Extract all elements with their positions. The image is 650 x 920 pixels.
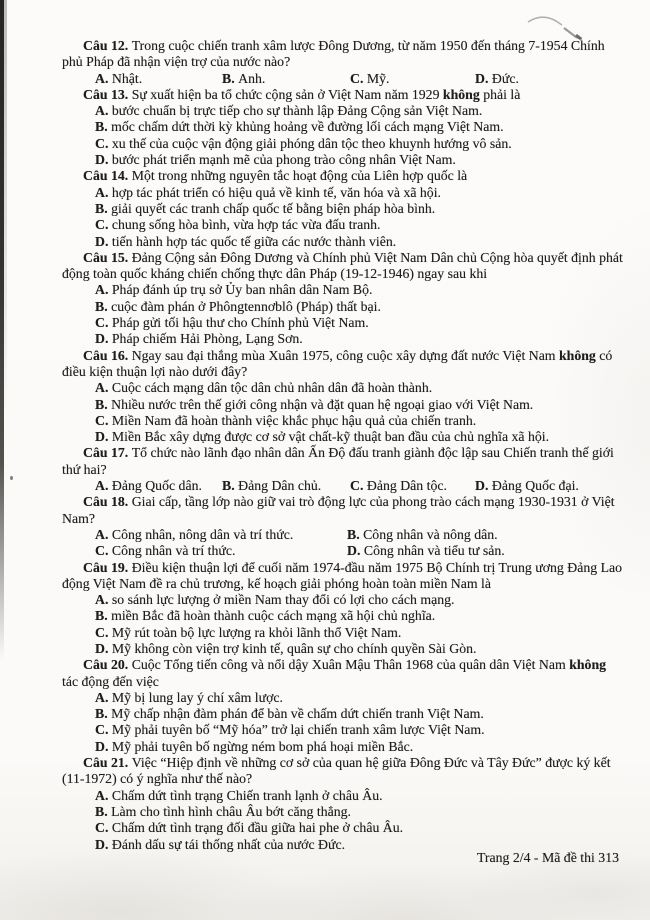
answer-option-b: B. Làm cho tình hình châu Âu bớt căng thẳng. [95, 803, 351, 819]
stem-emphasis: không [442, 86, 480, 102]
stem-text: Đảng Cộng sản Đông Dương và Chính phủ Việt Nam Dân chủ Cộng hòa quyết định phát động toàn quốc kháng chiến chống thực dân Pháp (19-12-1946) ngay sau khi [62, 249, 623, 282]
answer-option-d: D. Mỹ không còn viện trợ kinh tế, quân sự cho chính quyền Sài Gòn. [95, 640, 477, 656]
option-letter: D. [475, 478, 492, 494]
answer-option-d: D. Đức. [475, 70, 519, 86]
options-group [95, 185, 624, 250]
answer-option-b: B. Công nhân và nông dân. [347, 526, 498, 542]
option-letter: D. [95, 640, 112, 656]
question [62, 168, 624, 249]
option-letter: A. [95, 70, 112, 86]
stem-text: tác động đến việc [62, 673, 159, 689]
question-stem [62, 657, 624, 690]
question [62, 494, 624, 559]
answer-option-c: C. Pháp gửi tối hậu thư cho Chính phủ Việt Nam. [95, 315, 369, 331]
option-letter: B. [347, 526, 364, 542]
question-number: Câu 18. [83, 494, 132, 510]
question-number: Câu 21. [83, 755, 132, 771]
answer-option-b: B. cuộc đàm phán ở Phôngtennơblô (Pháp) thất bại. [95, 298, 381, 314]
question-stem [62, 755, 624, 788]
stem-emphasis: không [569, 657, 607, 673]
option-letter: C. [350, 478, 367, 494]
options-group [95, 527, 624, 560]
answer-option-b: B. Anh. [222, 70, 266, 86]
answer-option-d: D. Pháp chiếm Hải Phòng, Lạng Sơn. [95, 331, 303, 347]
option-letter: D. [347, 543, 364, 559]
option-letter: D. [95, 331, 112, 347]
option-letter: C. [95, 412, 112, 428]
question [62, 38, 624, 87]
question [62, 560, 624, 658]
stem-text: Giai cấp, tầng lớp nào giữ vai trò động lực của phong trào cách mạng 1930-1931 ở Việt Nam? [62, 494, 615, 526]
question-stem [62, 445, 624, 478]
answer-option-a: A. Đảng Quốc dân. [95, 478, 202, 494]
answer-option-a: A. Cuộc cách mạng dân tộc dân chủ nhân dân đã hoàn thành. [95, 380, 433, 396]
option-letter: C. [95, 543, 112, 559]
answer-option-c: C. Mỹ. [350, 70, 390, 86]
stem-text: phải là [479, 86, 521, 102]
options-group [95, 71, 624, 87]
option-letter: C. [95, 315, 112, 331]
option-letter: A. [95, 380, 112, 396]
option-letter: A. [95, 526, 112, 542]
answer-option-d: D. Công nhân và tiểu tư sản. [347, 543, 505, 559]
question [62, 445, 624, 494]
option-letter: C. [95, 722, 112, 738]
option-letter: A. [95, 689, 112, 705]
stem-text: Trong cuộc chiến tranh xâm lược Đông Dương, từ năm 1950 đến tháng 7-1954 Chính phủ Pháp đã nhận viện trợ của nước nào? [62, 38, 605, 70]
question-number: Câu 14. [83, 168, 132, 184]
question [62, 348, 624, 446]
option-letter: A. [95, 184, 112, 200]
page-footer: Trang 2/4 - Mã đề thi 313 [476, 850, 619, 865]
question-number: Câu 15. [83, 249, 132, 265]
option-letter: B. [95, 803, 112, 819]
options-group [95, 478, 624, 494]
option-letter: C. [95, 217, 112, 233]
option-letter: A. [95, 787, 112, 803]
answer-option-a: A. Công nhân, nông dân và trí thức. [95, 526, 294, 542]
options-group [95, 103, 624, 168]
stem-emphasis: không [559, 347, 596, 363]
question [62, 755, 624, 853]
option-letter: B. [222, 70, 239, 86]
question-stem [62, 494, 624, 527]
stem-text: Một trong những nguyên tắc hoạt động của Liên hợp quốc là [131, 168, 468, 184]
answer-option-c: C. Công nhân và trí thức. [95, 543, 236, 559]
option-letter: B. [95, 608, 112, 624]
answer-option-b: B. mốc chấm dứt thời kỳ khủng hoảng về đường lối cách mạng Việt Nam. [95, 119, 504, 135]
answer-option-c: C. Đảng Dân tộc. [350, 478, 447, 494]
options-group [95, 592, 624, 657]
question-number: Câu 20. [83, 657, 132, 673]
answer-option-d: D. Đánh dấu sự tái thống nhất của nước Đức. [95, 836, 346, 852]
answer-option-b: B. miền Bắc đã hoàn thành cuộc cách mạng xã hội chủ nghĩa. [95, 608, 436, 624]
answer-option-d: D. Mỹ phải tuyên bố ngừng ném bom phá hoại miền Bắc. [95, 738, 414, 754]
answer-option-b: B. Mỹ chấp nhận đàm phán để bàn về chấm dứt chiến tranh Việt Nam. [95, 706, 484, 722]
answer-option-c: C. Miền Nam đã hoàn thành việc khắc phục hậu quả của chiến tranh. [95, 412, 477, 428]
answer-option-a: A. Chấm dứt tình trạng Chiến tranh lạnh ở châu Âu. [95, 787, 383, 803]
option-letter: D. [95, 429, 112, 445]
answer-option-d: D. bước phát triển mạnh mẽ của phong trào công nhân Việt Nam. [95, 152, 456, 168]
question [62, 657, 624, 755]
answer-option-d: D. tiến hành hợp tác quốc tế giữa các nước thành viên. [95, 233, 397, 249]
option-letter: C. [95, 624, 112, 640]
option-letter: D. [95, 836, 112, 852]
option-letter: D. [95, 233, 112, 249]
stem-text: Ngay sau đại thắng mùa Xuân 1975, công cuộc xây dựng đất nước Việt Nam [131, 347, 559, 363]
option-letter: A. [95, 478, 112, 494]
answer-option-c: C. Mỹ rút toàn bộ lực lượng ra khỏi lãnh thổ Việt Nam. [95, 624, 402, 640]
answer-option-a: A. so sánh lực lượng ở miền Nam thay đổi có lợi cho cách mạng. [95, 592, 455, 608]
question-number: Câu 16. [83, 347, 132, 363]
option-letter: A. [95, 103, 112, 119]
options-group [95, 690, 624, 755]
question-stem [62, 348, 624, 381]
option-letter: B. [95, 119, 112, 135]
option-letter: B. [222, 478, 239, 494]
answer-option-a: A. Nhật. [95, 70, 143, 86]
stem-text: Điều kiện thuận lợi để cuối năm 1974-đầu năm 1975 Bộ Chính trị Trung ương Đảng Lao động Việt Nam đề ra chủ trương, kế hoạch giải phóng hoàn toàn miền Nam là [62, 559, 623, 591]
stem-text: Tổ chức nào lãnh đạo nhân dân Ấn Độ đấu tranh giành độc lập sau Chiến tranh thế giới thứ hai? [62, 445, 614, 477]
answer-option-d: D. Miền Bắc xây dựng được cơ sở vật chất-kỹ thuật ban đầu của chủ nghĩa xã hội. [95, 429, 550, 445]
answer-option-c: C. Mỹ phải tuyên bố “Mỹ hóa” trở lại chiến tranh xâm lược Việt Nam. [95, 722, 485, 738]
options-group [95, 282, 624, 347]
question-stem [62, 250, 624, 283]
stem-text: Cuộc Tổng tiến công và nổi dậy Xuân Mậu Thân 1968 của quân dân Việt Nam [131, 657, 570, 673]
option-letter: B. [95, 298, 112, 314]
option-letter: A. [95, 592, 112, 608]
question-stem [62, 87, 624, 103]
answer-option-b: B. Nhiều nước trên thế giới công nhận và đặt quan hệ ngoại giao với Việt Nam. [95, 396, 534, 412]
question-number: Câu 12. [83, 38, 132, 53]
stem-text: Sự xuất hiện ba tổ chức cộng sản ở Việt Nam năm 1929 [131, 86, 443, 102]
options-group [95, 788, 624, 853]
option-letter: D. [475, 70, 492, 86]
stem-text: Việc “Hiệp định về những cơ sở của quan hệ giữa Đông Đức và Tây Đức” được ký kết (11-1972) có ý nghĩa như thế nào? [62, 755, 611, 787]
answer-option-b: B. giải quyết các tranh chấp quốc tế bằng biện pháp hòa bình. [95, 200, 436, 216]
option-letter: C. [95, 820, 112, 836]
question-number: Câu 17. [83, 445, 132, 461]
question [62, 87, 624, 168]
answer-option-a: A. Mỹ bị lung lay ý chí xâm lược. [95, 689, 283, 705]
option-letter: D. [95, 152, 112, 168]
answer-option-d: D. Đảng Quốc đại. [475, 478, 579, 494]
option-letter: A. [95, 282, 112, 298]
option-letter: D. [95, 738, 112, 754]
question [62, 250, 624, 348]
answer-option-c: C. xu thế của cuộc vận động giải phóng dân tộc theo khuynh hướng vô sản. [95, 135, 512, 151]
question-stem [62, 168, 624, 184]
answer-option-c: C. chung sống hòa bình, vừa hợp tác vừa đấu tranh. [95, 217, 381, 233]
question-stem [62, 560, 624, 593]
stem-text: có điều kiện thuận lợi nào dưới đây? [62, 347, 613, 379]
option-letter: C. [95, 135, 112, 151]
question-number: Câu 19. [83, 559, 132, 575]
option-letter: C. [350, 70, 367, 86]
answer-option-a: A. bước chuẩn bị trực tiếp cho sự thành lập Đảng Cộng sản Việt Nam. [95, 103, 483, 119]
options-group [95, 380, 624, 445]
question-stem [62, 38, 624, 71]
option-letter: B. [95, 706, 112, 722]
answer-option-c: C. Chấm dứt tình trạng đối đầu giữa hai phe ở châu Âu. [95, 820, 404, 836]
option-letter: B. [95, 396, 112, 412]
question-number: Câu 13. [83, 86, 132, 102]
answer-option-a: A. Pháp đánh úp trụ sở Ủy ban nhân dân Nam Bộ. [95, 282, 373, 298]
answer-option-b: B. Đảng Dân chủ. [222, 478, 322, 494]
option-letter: B. [95, 200, 112, 216]
answer-option-a: A. hợp tác phát triển có hiệu quả về kinh tế, văn hóa và xã hội. [95, 184, 441, 200]
